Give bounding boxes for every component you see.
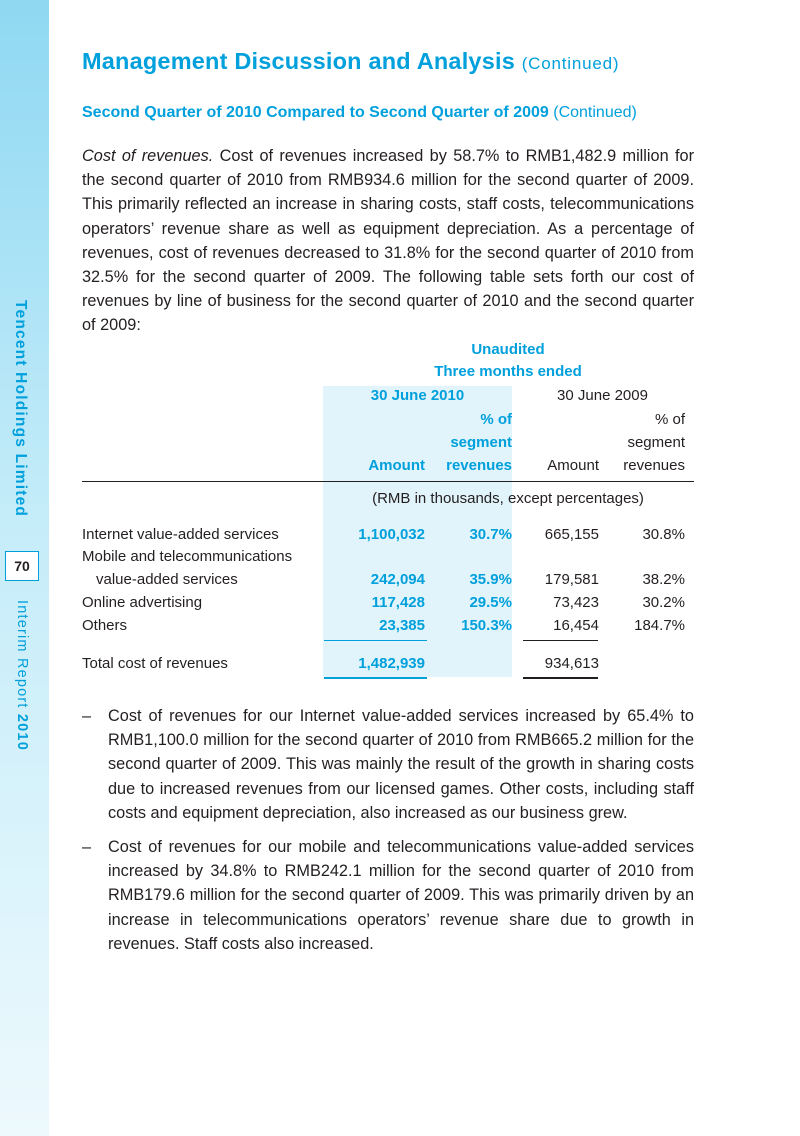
bullet-dash: –	[82, 707, 92, 725]
row-label-continued: value-added services	[96, 571, 238, 588]
header-period: Three months ended	[434, 363, 582, 380]
row-label: Online advertising	[82, 594, 203, 611]
total-amount-2009: 934,613	[544, 655, 599, 672]
sidebar-report-title	[14, 600, 30, 751]
sidebar-company-name: Tencent Holdings Limited	[12, 300, 29, 518]
intro-lead: Cost of revenues.	[82, 147, 214, 165]
row-amount-2010: 1,100,032	[358, 526, 425, 543]
header-2009-pct-line3: revenues	[623, 457, 685, 474]
total-amount-2010: 1,482,939	[358, 655, 425, 672]
cost-of-revenues-table	[82, 338, 694, 683]
row-amount-2009: 16,454	[553, 617, 599, 634]
total-label: Total cost of revenues	[82, 655, 228, 672]
total-rule-2009	[523, 677, 598, 679]
header-2010-pct-line2: segment	[450, 434, 512, 451]
row-pct-2010: 35.9%	[469, 571, 512, 588]
row-pct-2009: 184.7%	[634, 617, 685, 634]
units-note: (RMB in thousands, except percentages)	[372, 490, 644, 507]
section-title-continued: (Continued)	[553, 104, 637, 121]
header-2009-amount: Amount	[547, 457, 599, 474]
row-pct-2009: 38.2%	[642, 571, 685, 588]
row-pct-2009: 30.2%	[642, 594, 685, 611]
section-title-text: Second Quarter of 2010 Compared to Second Quarter of 2009	[82, 104, 549, 121]
row-label: Internet value-added services	[82, 526, 279, 543]
header-2010: 30 June 2010	[370, 387, 465, 404]
row-amount-2010: 117,428	[371, 594, 425, 611]
row-label: Others	[82, 617, 128, 634]
page-number: 70	[5, 551, 39, 581]
row-amount-2010: 242,094	[370, 571, 425, 588]
row-label: Mobile and telecommunications	[82, 548, 293, 565]
bullet-item	[82, 704, 694, 825]
bullet-dash: –	[82, 838, 92, 857]
row-pct-2010: 29.5%	[469, 594, 512, 611]
row-amount-2009: 73,423	[553, 594, 599, 611]
header-2010-amount: Amount	[368, 457, 425, 474]
header-2009: 30 June 2009	[557, 387, 648, 404]
row-amount-2009: 665,155	[544, 526, 599, 543]
header-2010-pct-line3: revenues	[446, 457, 512, 474]
row-amount-2010: 23,385	[379, 617, 425, 634]
header-2009-pct-line1: % of	[654, 411, 685, 428]
row-amount-2009: 179,581	[544, 571, 599, 588]
row-pct-2009: 30.8%	[642, 526, 685, 543]
bullet-text: Cost of revenues for our mobile and telecommunications value-added services increased by 34.8% to RMB242.1 million for the second quarter of 2010 from RMB179.6 million for the second quarter of 2009. This was primarily driven by an increase in telecommunications operators’ revenue share due to growth in revenues. Staff costs also increased.	[108, 838, 694, 953]
sidebar-report-year: 2010	[14, 713, 30, 751]
page-title	[82, 48, 694, 75]
header-rule	[82, 481, 694, 482]
intro-paragraph	[82, 144, 694, 338]
row-pct-2010: 30.7%	[469, 526, 512, 543]
bullet-text: Cost of revenues for our Internet value-added services increased by 65.4% to RMB1,100.0 million for the second quarter of 2010 from RMB665.2 million for the second quarter of 2009. This was mainly the result of the growth in sharing costs due to increased revenues from our licensed games. Other costs, including staff costs and equipment depreciation, also increased as our business grew.	[108, 707, 694, 822]
sidebar-report-label: Interim Report	[14, 600, 30, 709]
page-title-continued: (Continued)	[521, 54, 620, 73]
subtotal-rule-2010	[324, 640, 427, 641]
section-title	[82, 104, 694, 122]
intro-text: Cost of revenues increased by 58.7% to RMB1,482.9 million for the second quarter of 2010 from RMB934.6 million for the second quarter of 2009. This primarily reflected an increase in sharing costs, staff costs, telecommunications operators’ revenue share as well as equipment depreciation. As a percentage of revenues, cost of revenues decreased to 31.8% for the second quarter of 2010 from 32.5% for the second quarter of 2009. The following table sets forth our cost of revenues by line of business for the second quarter of 2010 and the second quarter of 2009:	[82, 147, 694, 335]
header-unaudited: Unaudited	[471, 341, 545, 358]
bullet-list	[82, 704, 694, 966]
total-rule-2010	[324, 677, 427, 679]
sidebar	[0, 0, 49, 1136]
row-pct-2010: 150.3%	[461, 617, 512, 634]
page-title-text: Management Discussion and Analysis	[82, 48, 515, 74]
header-2009-pct-line2: segment	[627, 434, 685, 451]
subtotal-rule-2009	[523, 640, 598, 641]
header-2010-pct-line1: % of	[480, 411, 512, 428]
bullet-item	[82, 835, 694, 956]
